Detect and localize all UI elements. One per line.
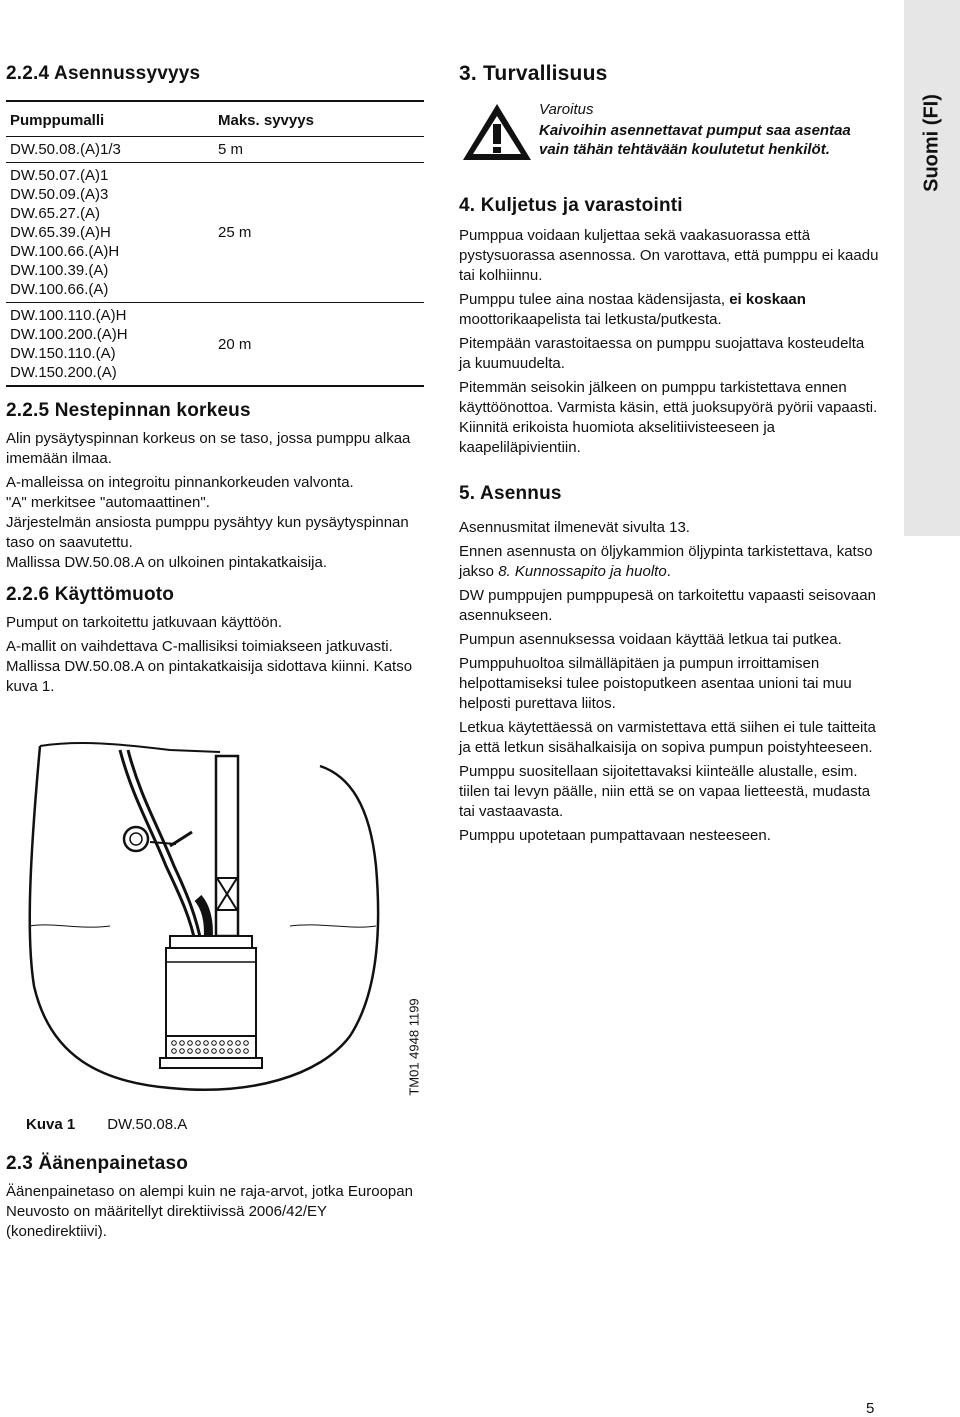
depth-cell: 5 m xyxy=(218,141,244,158)
section-2-2-6-heading: 2.2.6 Käyttömuoto xyxy=(6,584,175,605)
paragraph: Äänenpainetaso on alempi kuin ne raja-arvot, jotka Euroopan Neuvosto on määritellyt direktiivissä 2006/42/EY (konedirektiivi). xyxy=(6,1183,413,1240)
model-cell: DW.100.110.(A)H xyxy=(10,307,127,324)
paragraph: Ennen asennusta on öljykammion öljypinta tarkistettava, katso jakso 8. Kunnossapito ja huolto. xyxy=(459,543,873,580)
figure-reference-code: TM01 4948 1199 xyxy=(406,998,422,1096)
section-3-heading: 3. Turvallisuus xyxy=(459,62,608,85)
paragraph: DW pumppujen pumppupesä on tarkoitettu vapaasti seisovaan asennukseen. xyxy=(459,587,876,624)
paragraph: Mallissa DW.50.08.A on ulkoinen pintakatkaisija. xyxy=(6,554,328,571)
col-model-header: Pumppumalli xyxy=(10,112,105,129)
paragraph: A-malleissa on integroitu pinnankorkeuden valvonta. xyxy=(6,474,354,491)
warning-text xyxy=(539,100,879,172)
pump-in-well-figure xyxy=(20,736,450,1108)
paragraph: Pumppu tulee aina nostaa kädensijasta, ei koskaan moottorikaapelista tai letkusta/putkesta. xyxy=(459,291,806,328)
language-side-tab xyxy=(904,0,960,536)
depth-table-header xyxy=(6,102,424,137)
paragraph: "A" merkitsee "automaattinen". xyxy=(6,494,210,511)
caption-text: DW.50.08.A xyxy=(107,1116,188,1133)
model-cell: DW.50.08.(A)1/3 xyxy=(10,141,121,158)
model-cell: DW.100.200.(A)H xyxy=(10,326,128,343)
paragraph: Asennusmitat ilmenevät sivulta 13. xyxy=(459,519,690,536)
paragraph: Pumppua voidaan kuljettaa sekä vaakasuorassa että pystysuorassa asennossa. On varottava, että pumppu ei kaadu tai kolhiinnu. xyxy=(459,227,879,284)
model-cell: DW.50.07.(A)1 xyxy=(10,167,109,184)
depth-cell: 20 m xyxy=(218,335,252,353)
col-depth-header: Maks. syvyys xyxy=(218,112,314,129)
paragraph: Pitempään varastoitaessa on pumppu suojattava kosteudelta ja kuumuudelta. xyxy=(459,335,865,372)
model-cell: DW.65.27.(A) xyxy=(10,205,101,222)
warning-title: Varoitus xyxy=(539,101,594,118)
model-cell: DW.100.66.(A) xyxy=(10,281,109,298)
paragraph: Letkua käytettäessä on varmistettava että siihen ei tule taitteita ja että letkun sisähalkaisija on sopiva pumpun poistyhteeseen. xyxy=(459,719,876,756)
model-cell: DW.150.200.(A) xyxy=(10,364,117,381)
page-number: 5 xyxy=(866,1400,875,1417)
table-row xyxy=(6,303,424,385)
model-cell: DW.100.39.(A) xyxy=(10,262,109,279)
model-cell: DW.100.66.(A)H xyxy=(10,243,120,260)
warning-box xyxy=(459,100,879,172)
paragraph: Pumppu upotetaan pumpattavaan nesteeseen. xyxy=(459,827,771,844)
paragraph: Alin pysäytyspinnan korkeus on se taso, jossa pumppu alkaa imemään ilmaa. xyxy=(6,430,411,467)
depth-table xyxy=(6,100,424,387)
section-2-2-4-heading: 2.2.4 Asennussyvyys xyxy=(6,63,201,84)
section-2-3-heading: 2.3 Äänenpainetaso xyxy=(6,1153,189,1174)
table-row xyxy=(6,163,424,303)
paragraph: Pumppu suositellaan sijoitettavaksi kiinteälle alustalle, esim. tiilen tai levyn päälle, niin että se on vapaa lietteestä, mudasta tai vastaavasta. xyxy=(459,763,871,820)
figure-caption xyxy=(26,1116,187,1133)
paragraph: Pumppuhuoltoa silmälläpitäen ja pumpun irroittamisen helpottamiseksi tulee poistoputkeen asentaa unioni tai muu helposti purettava liitos. xyxy=(459,655,852,712)
table-row xyxy=(6,137,424,163)
model-cell: DW.150.110.(A) xyxy=(10,345,116,362)
depth-cell: 25 m xyxy=(218,224,252,241)
left-column xyxy=(6,62,426,697)
paragraph: Pitemmän seisokin jälkeen on pumppu tarkistettava ennen käyttöönottoa. Varmista käsin, että juoksupyörä pyörii vapaasti. Kiinnitä erikoista huomiota akselitiivisteeseen ja kaapeliläpivientiin. xyxy=(459,379,878,456)
paragraph: Pumpun asennuksessa voidaan käyttää letkua tai putkea. xyxy=(459,631,842,648)
paragraph: A-mallit on vaihdettava C-mallisiksi toimiakseen jatkuvasti. xyxy=(6,638,393,655)
paragraph: Mallissa DW.50.08.A on pintakatkaisija sidottava kiinni. Katso kuva 1. xyxy=(6,658,413,695)
paragraph: Järjestelmän ansiosta pumppu pysähtyy kun pysäytyspinnan taso on saavutettu. xyxy=(6,514,409,551)
paragraph: Pumput on tarkoitettu jatkuvaan käyttöön. xyxy=(6,614,282,631)
pump-drawing xyxy=(20,736,450,1108)
caption-label: Kuva 1 xyxy=(26,1116,76,1133)
section-5-heading: 5. Asennus xyxy=(459,483,562,504)
warning-body: Kaivoihin asennettavat pumput saa asentaa vain tähän tehtävään koulutetut henkilöt. xyxy=(539,122,851,158)
section-4-heading: 4. Kuljetus ja varastointi xyxy=(459,195,683,216)
warning-triangle-icon xyxy=(459,100,539,172)
language-label: Suomi (FI) xyxy=(920,94,943,192)
emphasis: ei koskaan xyxy=(729,291,806,308)
model-cell: DW.65.39.(A)H xyxy=(10,224,111,241)
section-2-3 xyxy=(6,1152,426,1242)
cross-reference: 8. Kunnossapito ja huolto xyxy=(498,563,667,580)
section-2-2-5-heading: 2.2.5 Nestepinnan korkeus xyxy=(6,400,251,421)
model-cell: DW.50.09.(A)3 xyxy=(10,186,109,203)
right-column xyxy=(459,62,879,846)
